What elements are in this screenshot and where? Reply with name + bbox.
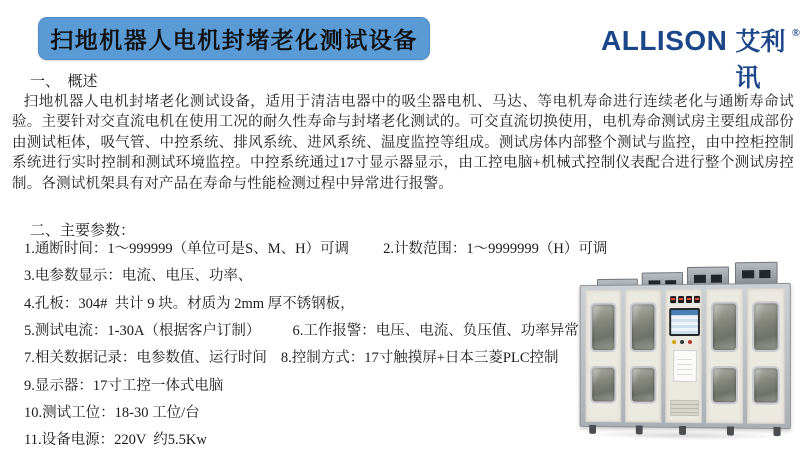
brand-name-en: ALLISON xyxy=(601,25,728,56)
digital-meters xyxy=(670,296,700,304)
caster xyxy=(679,426,686,435)
parameter-item: 11.设备电源：220V 约5.5Kw xyxy=(24,432,207,449)
equipment-cabinet-group xyxy=(580,260,800,449)
parameter-row xyxy=(24,425,607,452)
parameters-heading: 二、主要参数： xyxy=(30,223,136,239)
parameter-item: 1.通断时间：1～999999（单位可是S、M、H）可调 xyxy=(24,241,350,258)
overview-heading: 一、 概述 xyxy=(30,74,98,90)
caster xyxy=(773,427,780,436)
vent-grille xyxy=(670,400,699,416)
door-window xyxy=(590,366,616,404)
door-window xyxy=(590,303,616,352)
caster xyxy=(636,425,643,434)
brand-logo xyxy=(601,22,800,94)
parameter-item: 5.测试电流：1-30A（根据客户订制） xyxy=(24,323,261,340)
caster xyxy=(727,426,734,435)
overview-paragraph: 扫地机器人电机封堵老化测试设备，适用于清洁电器中的吸尘器电机、马达、等电机寿命进行连续老化与通断寿命试验。主要针对交直流电机在使用工况的耐久性寿命与封堵老化测试的。可交直流切换使用，电机寿命测试房主要组成部份由测试柜体，吸气管、中控系统、排风系统、进风系统、温度监控等组成。测试房体内部整个测试与监控，由中控柜控制系统进行实时控制和测试环境监控。中控系统通过17寸显示器显示，由工控电脑+机械式控制仪表配合进行整个测试房控制。各测试机架具有对产品在寿命与性能检测过程中异常进行报警。 xyxy=(12,94,794,192)
parameters-list xyxy=(24,234,607,452)
parameter-row xyxy=(24,343,607,370)
touch-screen xyxy=(669,308,700,336)
door-panel xyxy=(706,288,743,423)
door-panel xyxy=(747,288,785,424)
test-cabinet xyxy=(580,283,791,429)
title-banner xyxy=(38,17,430,60)
door-panel xyxy=(625,289,661,422)
door-window xyxy=(630,302,656,352)
door-window xyxy=(711,366,738,404)
page-title: 扫地机器人电机封堵老化测试设备 xyxy=(50,28,418,53)
parameter-item: 2.计数范围：1～9999999（H）可调 xyxy=(383,241,608,258)
door-window xyxy=(630,366,656,404)
parameter-item: 10.测试工位：18-30 工位/台 xyxy=(24,404,200,421)
parameter-row xyxy=(24,289,607,316)
control-buttons xyxy=(672,340,692,344)
parameter-item: 6.工作报警：电压、电流、负压值、功率异常 xyxy=(292,323,579,340)
parameter-row xyxy=(24,234,607,261)
parameter-item: 4.孔板：304# 共计 9 块。材质为 2mm 厚不锈钢板， xyxy=(24,295,355,312)
door-window xyxy=(752,366,779,405)
registered-trademark-icon: ® xyxy=(791,27,800,39)
parameter-item: 8.控制方式：17寸触摸屏+日本三菱PLC控制 xyxy=(280,350,559,367)
door-window xyxy=(711,302,738,352)
caster xyxy=(589,425,596,434)
equipment-photo xyxy=(577,262,799,448)
control-panel xyxy=(665,289,702,423)
door-window xyxy=(752,301,779,352)
spec-sheet xyxy=(673,350,697,382)
parameter-row xyxy=(24,261,607,288)
parameter-row xyxy=(24,398,607,425)
parameter-row xyxy=(24,370,607,397)
parameter-row xyxy=(24,316,607,343)
parameter-item: 9.显示器：17寸工控一体式电脑 xyxy=(24,377,224,394)
brand-name-cn: 艾利讯 xyxy=(735,28,786,92)
door-panel xyxy=(585,290,621,423)
parameter-item: 3.电参数显示：电流、电压、功率、 xyxy=(24,268,253,285)
parameter-item: 7.相关数据记录：电参数值、运行时间 xyxy=(24,350,267,367)
